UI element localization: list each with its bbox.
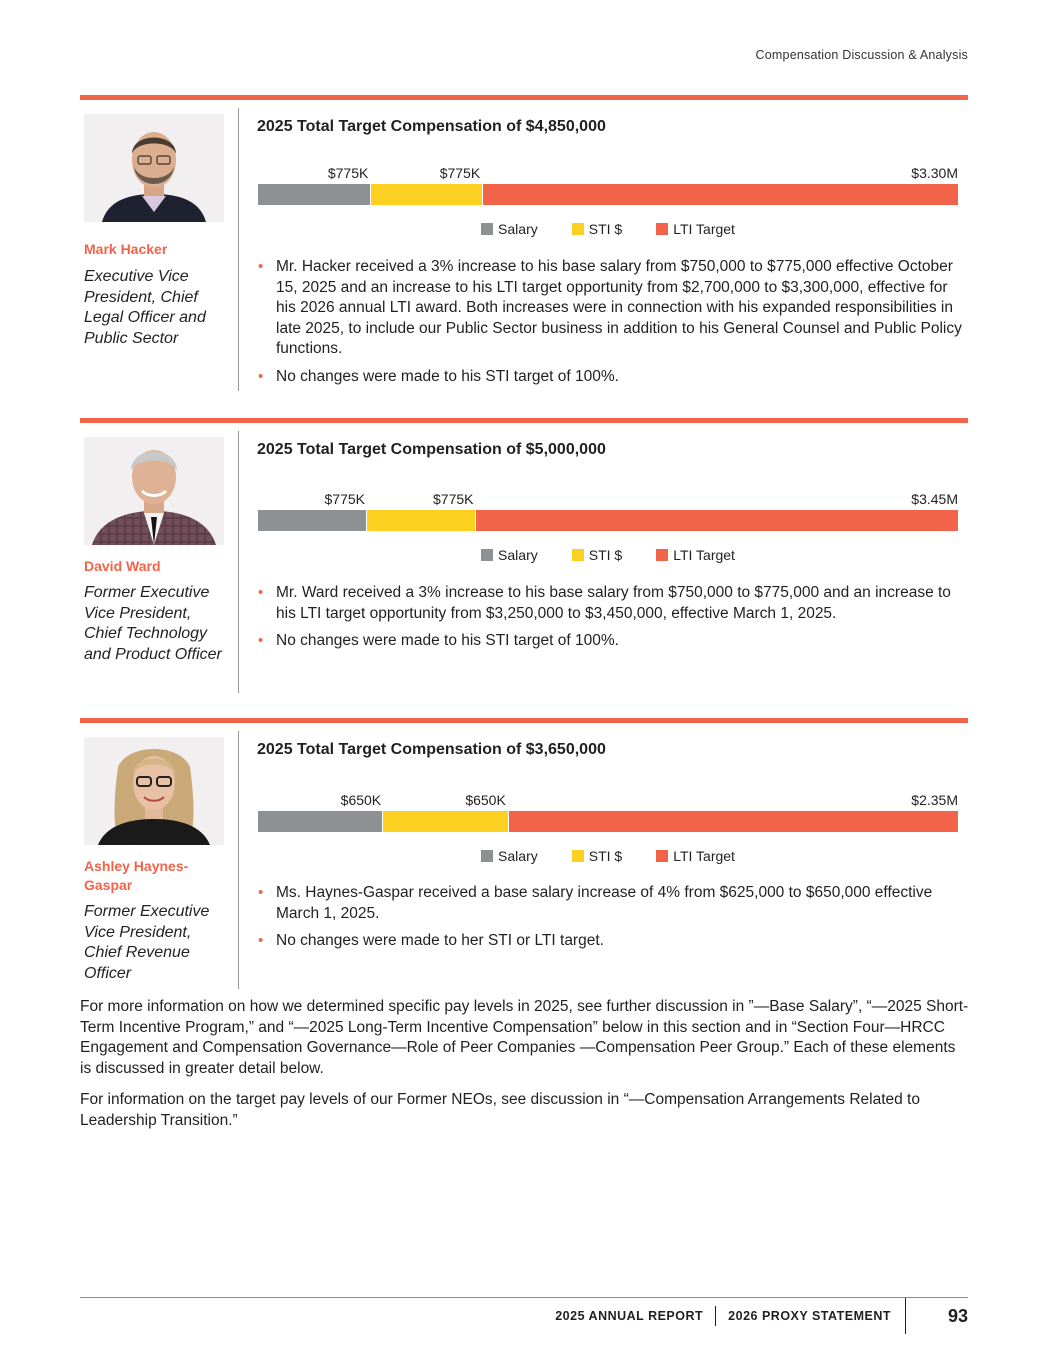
legend-item-lti <box>656 547 735 563</box>
lti-value-label: $2.35M <box>911 792 958 808</box>
sti-segment <box>366 510 475 531</box>
legend-item-salary <box>481 221 538 237</box>
lti-value-label: $3.30M <box>911 165 958 181</box>
legend-label: LTI Target <box>673 221 735 237</box>
executive-name: David Ward <box>84 558 161 574</box>
executive-section <box>80 418 968 693</box>
lti-segment <box>475 510 958 531</box>
legend-swatch <box>656 850 668 862</box>
bullet-list <box>258 583 963 659</box>
bullet-item: • Ms. Haynes-Gaspar received a base salary increase of 4% from $625,000 to $650,000 effective March 1, 2025. <box>258 883 963 924</box>
legend-label: STI $ <box>588 221 623 237</box>
salary-segment <box>258 510 366 531</box>
section-divider <box>238 108 239 391</box>
sti-value-label: $650K <box>465 792 506 808</box>
executive-name: Ashley Haynes-Gaspar <box>84 858 189 893</box>
salary-value-label: $775K <box>327 165 369 181</box>
executive-photo <box>84 437 224 545</box>
bullet-item: • Mr. Ward received a 3% increase to his base salary from $750,000 to $775,000 and an increase to his LTI target opportunity from $3,250,000 to $3,450,000, effective March 1, 2025. <box>258 583 963 624</box>
legend-label: STI $ <box>588 848 623 864</box>
executive-name: Mark Hacker <box>84 241 168 257</box>
salary-value-label: $775K <box>324 491 365 507</box>
legend-label: Salary <box>498 547 538 563</box>
legend-swatch <box>656 549 668 561</box>
legend-label: STI $ <box>588 547 623 563</box>
legend-item-salary <box>481 848 538 864</box>
executive-title: Former Executive Vice President, Chief Revenue Officer <box>84 903 210 982</box>
comp-bar-chart <box>258 491 958 571</box>
footer-annual-report: 2025 ANNUAL REPORT <box>555 1309 704 1323</box>
bullet-item: • No changes were made to her STI or LTI target. <box>258 931 963 952</box>
legend-item-salary <box>481 547 538 563</box>
salary-segment <box>258 184 370 205</box>
executive-section <box>80 718 968 989</box>
legend-swatch <box>572 223 584 235</box>
lti-segment <box>508 811 958 832</box>
legend-item-sti <box>572 547 622 563</box>
stacked-bar <box>258 811 958 832</box>
legend-swatch <box>656 223 668 235</box>
page-footer <box>555 1298 968 1334</box>
legend-swatch <box>572 850 584 862</box>
bullet-item: • No changes were made to his STI target of 100%. <box>258 367 963 388</box>
legend-label: LTI Target <box>673 547 735 563</box>
footer-separator <box>715 1306 716 1326</box>
chart-legend <box>258 848 958 864</box>
chart-legend <box>258 221 958 237</box>
comp-bar-chart <box>258 792 958 872</box>
legend-swatch <box>572 549 584 561</box>
executive-photo <box>84 114 224 222</box>
bullet-item: • Mr. Hacker received a 3% increase to his base salary from $750,000 to $775,000 effective October 15, 2025 and an increase to his LTI target opportunity from $2,700,000 to $3,300,000, effective for his 2026 annual LTI award. Both increases were in connection with his expanded responsibilities in late 2025, to include our Public Sector business in addition to his General Counsel and Public Policy functions. <box>258 257 963 360</box>
legend-swatch <box>481 549 493 561</box>
stacked-bar <box>258 510 958 531</box>
legend-item-sti <box>572 221 622 237</box>
executive-title: Former Executive Vice President, Chief Technology and Product Officer <box>84 584 222 663</box>
comp-title: 2025 Total Target Compensation of $3,650,000 <box>257 741 606 758</box>
salary-value-label: $650K <box>340 792 382 808</box>
section-divider <box>238 731 239 989</box>
executive-photo <box>84 737 224 845</box>
executive-title: Executive Vice President, Chief Legal Officer and Public Sector <box>84 268 206 347</box>
stacked-bar <box>258 184 958 205</box>
legend-label: Salary <box>498 848 538 864</box>
bullet-list <box>258 883 963 959</box>
comp-title: 2025 Total Target Compensation of $4,850,000 <box>257 118 606 135</box>
sti-segment <box>370 184 483 205</box>
bullet-item: • No changes were made to his STI target of 100%. <box>258 631 963 652</box>
lti-segment <box>482 184 958 205</box>
chart-legend <box>258 547 958 563</box>
legend-item-sti <box>572 848 622 864</box>
page-number: 93 <box>947 1305 968 1326</box>
legend-label: Salary <box>498 221 538 237</box>
comp-title: 2025 Total Target Compensation of $5,000,000 <box>257 441 606 458</box>
comp-bar-chart <box>258 165 958 245</box>
bullet-list <box>258 257 963 394</box>
legend-label: LTI Target <box>673 848 735 864</box>
page-header-section-title: Compensation Discussion & Analysis <box>755 48 968 62</box>
body-paragraph: For more information on how we determined specific pay levels in 2025, see further discussion in ”—Base Salary”, “—2025 Short-Term Incentive Program,” and “—2025 Long-Term Incentive Compensation” below in this section and in “Section Four—HRCC Engagement and Compensation Governance—Role of Peer Companies —Compensation Peer Group.” Each of these elements is discussed in greater detail below. <box>80 998 969 1077</box>
legend-item-lti <box>656 221 735 237</box>
legend-swatch <box>481 223 493 235</box>
executive-section <box>80 95 968 392</box>
footer-proxy-statement: 2026 PROXY STATEMENT <box>728 1309 891 1323</box>
sti-value-label: $775K <box>433 491 474 507</box>
section-divider <box>238 431 239 693</box>
legend-swatch <box>481 850 493 862</box>
sti-segment <box>382 811 507 832</box>
body-paragraph: For information on the target pay levels of our Former NEOs, see discussion in “—Compensation Arrangements Related to Leadership Transition.” <box>80 1091 920 1129</box>
sti-value-label: $775K <box>439 165 481 181</box>
legend-item-lti <box>656 848 735 864</box>
lti-value-label: $3.45M <box>911 491 958 507</box>
salary-segment <box>258 811 382 832</box>
